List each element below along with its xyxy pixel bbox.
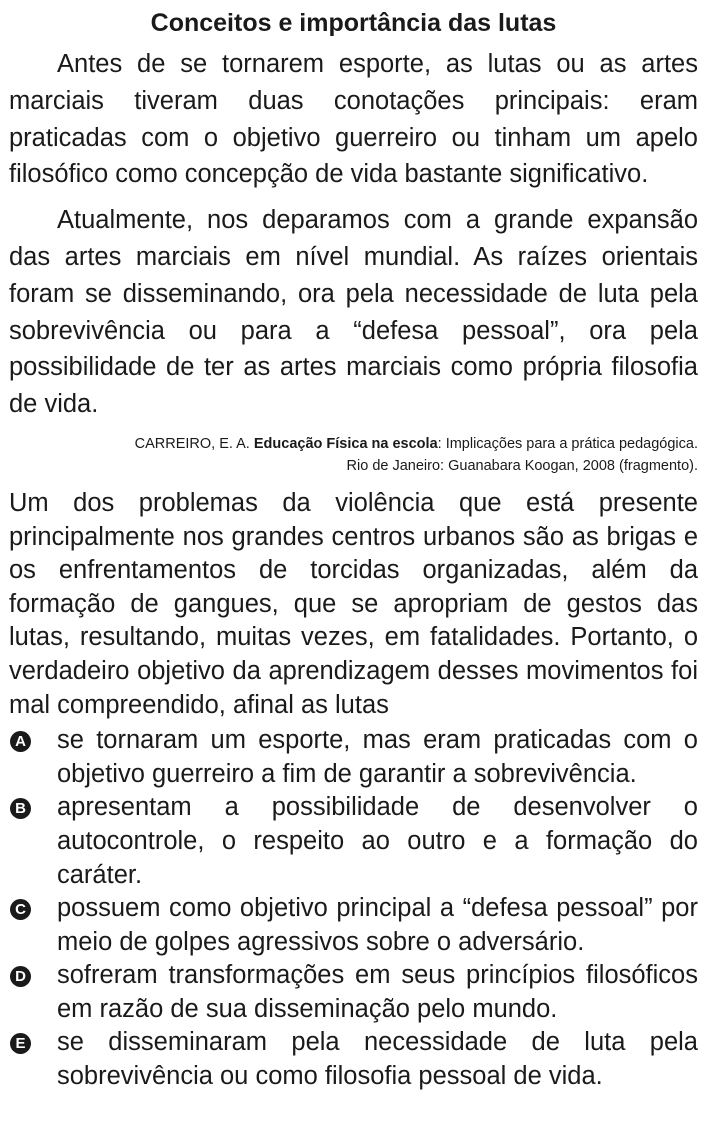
option-d[interactable] [9,959,698,1026]
option-e[interactable] [9,1026,698,1093]
option-b-text: apresentam a possibilidade de desenvolver o autocontrole, o respeito ao outro e a formação do caráter. [57,793,698,889]
citation-line-1 [9,433,698,455]
text-title: Conceitos e importância das lutas [150,9,557,37]
option-b[interactable] [9,791,698,892]
option-c-text: possuem como objetivo principal a “defesa pessoal” por meio de golpes agressivos sobre o adversário. [57,894,698,956]
option-a-text: se tornaram um esporte, mas eram praticadas com o objetivo guerreiro a fim de garantir a sobrevivência. [57,726,698,788]
option-c[interactable] [9,892,698,959]
option-c-letter-badge: C [10,899,31,920]
citation-publisher: Rio de Janeiro: Guanabara Koogan, 2008 (fragmento). [346,457,698,474]
option-d-text: sofreram transformações em seus princípios filosóficos em razão de sua disseminação pelo mundo. [57,961,698,1023]
answer-options [9,724,698,1094]
text-paragraph-2: Atualmente, nos deparamos com a grande expansão das artes marciais em nível mundial. As raízes orientais foram se disseminando, ora pela necessidade de luta pela sobrevivência ou para a “defesa pessoal”, ora pela possibilidade de ter as artes marciais como própria filosofia de vida. [9,206,698,419]
citation-author: CARREIRO, E. A. [134,435,250,452]
source-citation [9,433,698,477]
option-e-letter-badge: E [10,1033,31,1054]
question-stem: Um dos problemas da violência que está presente principalmente nos grandes centros urbanos são as brigas e os enfrentamentos de torcidas organizadas, além da formação de gangues, que se apropriam de gestos das lutas, resultando, muitas vezes, em fatalidades. Portanto, o verdadeiro objetivo da aprendizagem desses movimentos foi mal compreendido, afinal as lutas [9,488,698,719]
text-paragraph-1: Antes de se tornarem esporte, as lutas ou as artes marciais tiveram duas conotações principais: eram praticadas com o objetivo guerreiro ou tinham um apelo filosófico como concepção de vida bastante significativo. [9,50,698,189]
citation-subtitle: : Implicações para a prática pedagógica. [437,435,698,452]
option-d-letter-badge: D [10,966,31,987]
option-a[interactable] [9,724,698,791]
option-e-text: se disseminaram pela necessidade de luta pela sobrevivência ou como filosofia pessoal de vida. [57,1028,698,1091]
citation-book-title: Educação Física na escola [253,435,438,452]
option-b-letter-badge: B [10,798,31,819]
option-a-letter-badge: A [10,731,31,752]
